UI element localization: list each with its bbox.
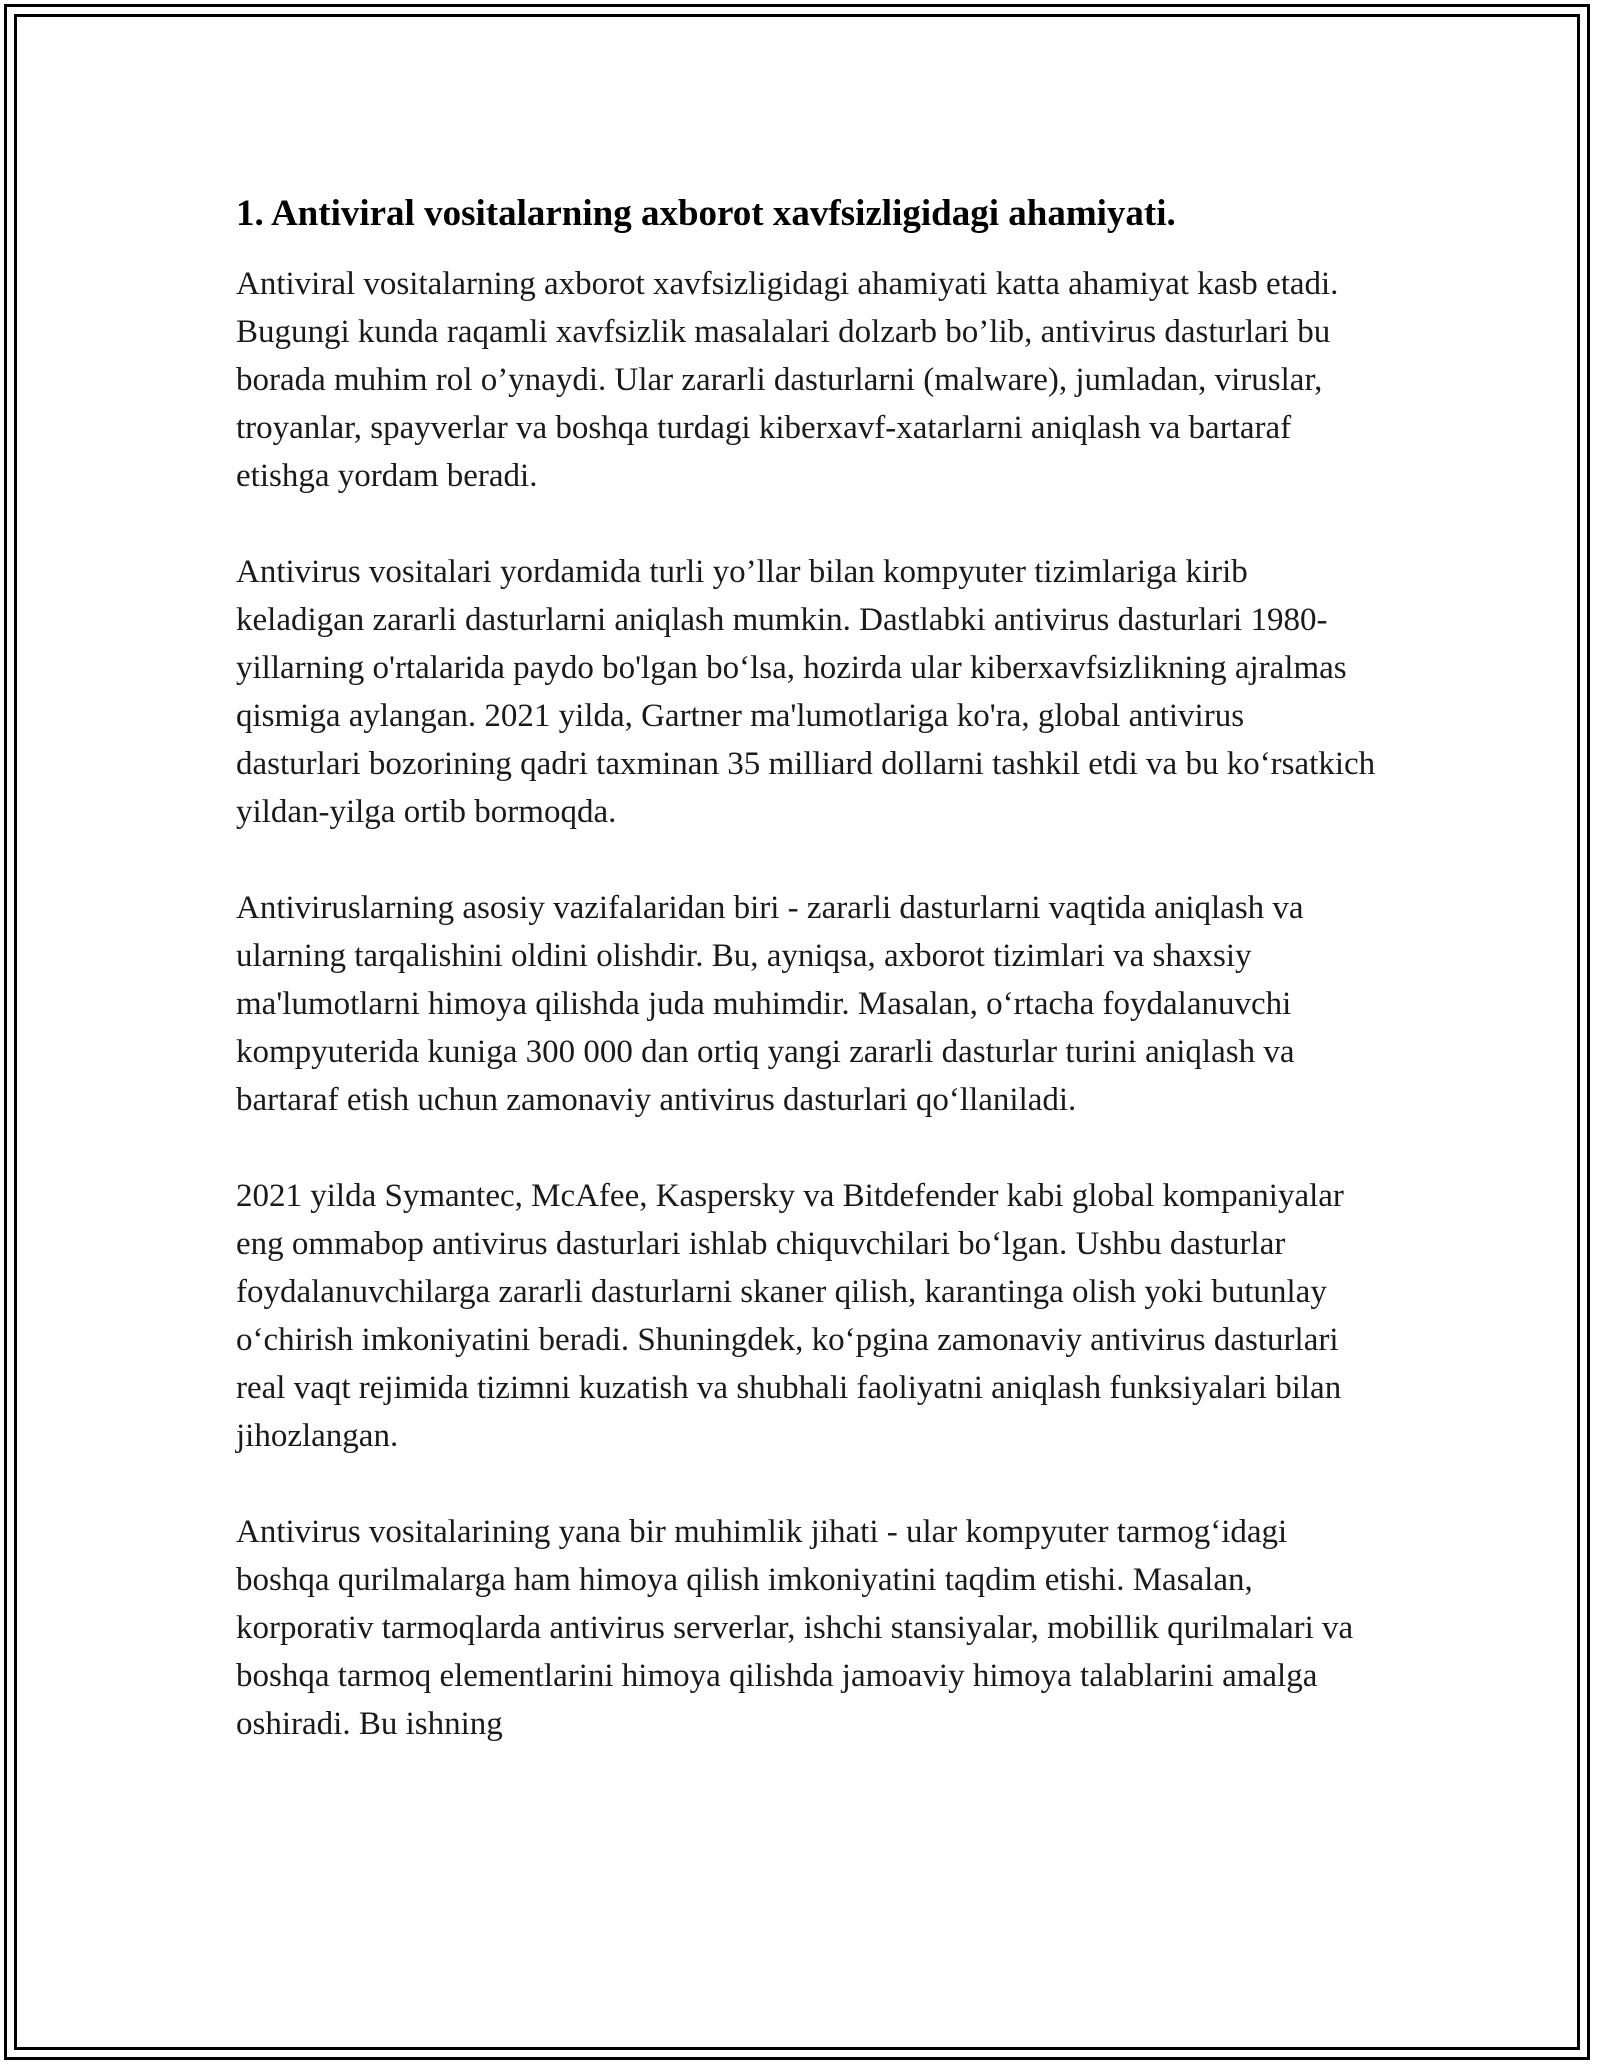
paragraph-5: Antivirus vositalarining yana bir muhimlik jihati - ular kompyuter tarmog‘idagi boshqa qurilmalarga ham himoya qilish imkoniyatini taqdim etishi. Masalan, korporativ tarmoqlarda antivirus serverlar, ishchi stansiyalar, mobillik qurilmalari va boshqa tarmoq elementlarini himoya qilishda jamoaviy himoya talablarini amalga oshiradi. Bu ishning bbox=[236, 1514, 1354, 1742]
paragraph-1: Antiviral vositalarning axborot xavfsizligidagi ahamiyati katta ahamiyat kasb etadi. Bugungi kunda raqamli xavfsizlik masalalari dolzarb bo’lib, antivirus dasturlari bu borada muhim rol o’ynaydi. Ular zararli dasturlarni (malware), jumladan, viruslar, troyanlar, spayverlar va boshqa turdagi kiberxavf-xatarlarni aniqlash va bartaraf etishga yordam beradi. bbox=[236, 266, 1339, 494]
paragraph-4: 2021 yilda Symantec, McAfee, Kaspersky va Bitdefender kabi global kompaniyalar eng ommabop antivirus dasturlari ishlab chiquvchilari bo‘lgan. Ushbu dasturlar foydalanuvchilarga zararli dasturlarni skaner qilish, karantinga olish yoki butunlay o‘chirish imkoniyatini beradi. Shuningdek, ko‘pgina zamonaviy antivirus dasturlari real vaqt rejimida tizimni kuzatish va shubhali faoliyatni aniqlash funksiyalari bilan jihozlangan. bbox=[236, 1178, 1344, 1454]
paragraph-3: Antiviruslarning asosiy vazifalaridan biri - zararli dasturlarni vaqtida aniqlash va ularning tarqalishini oldini olishdir. Bu, ayniqsa, axborot tizimlari va shaxsiy ma'lumotlarni himoya qilishda juda muhimdir. Masalan, o‘rtacha foydalanuvchi kompyuterida kuniga 300 000 dan ortiq yangi zararli dasturlar turini aniqlash va bartaraf etish uchun zamonaviy antivirus dasturlari qo‘llaniladi. bbox=[236, 890, 1304, 1118]
paragraph-2: Antivirus vositalari yordamida turli yo’llar bilan kompyuter tizimlariga kirib keladigan zararli dasturlarni aniqlash mumkin. Dastlabki antivirus dasturlari 1980-yillarning o'rtalarida paydo bo'lgan bo‘lsa, hozirda ular kiberxavfsizlikning ajralmas qismiga aylangan. 2021 yilda, Gartner ma'lumotlariga ko'ra, global antivirus dasturlari bozorining qadri taxminan 35 milliard dollarni tashkil etdi va bu ko‘rsatkich yildan-yilga ortib bormoqda. bbox=[236, 554, 1376, 830]
document-body bbox=[236, 188, 1376, 1796]
section-heading: 1. Antiviral vositalarning axborot xavfsizligidagi ahamiyati. bbox=[236, 193, 1176, 234]
